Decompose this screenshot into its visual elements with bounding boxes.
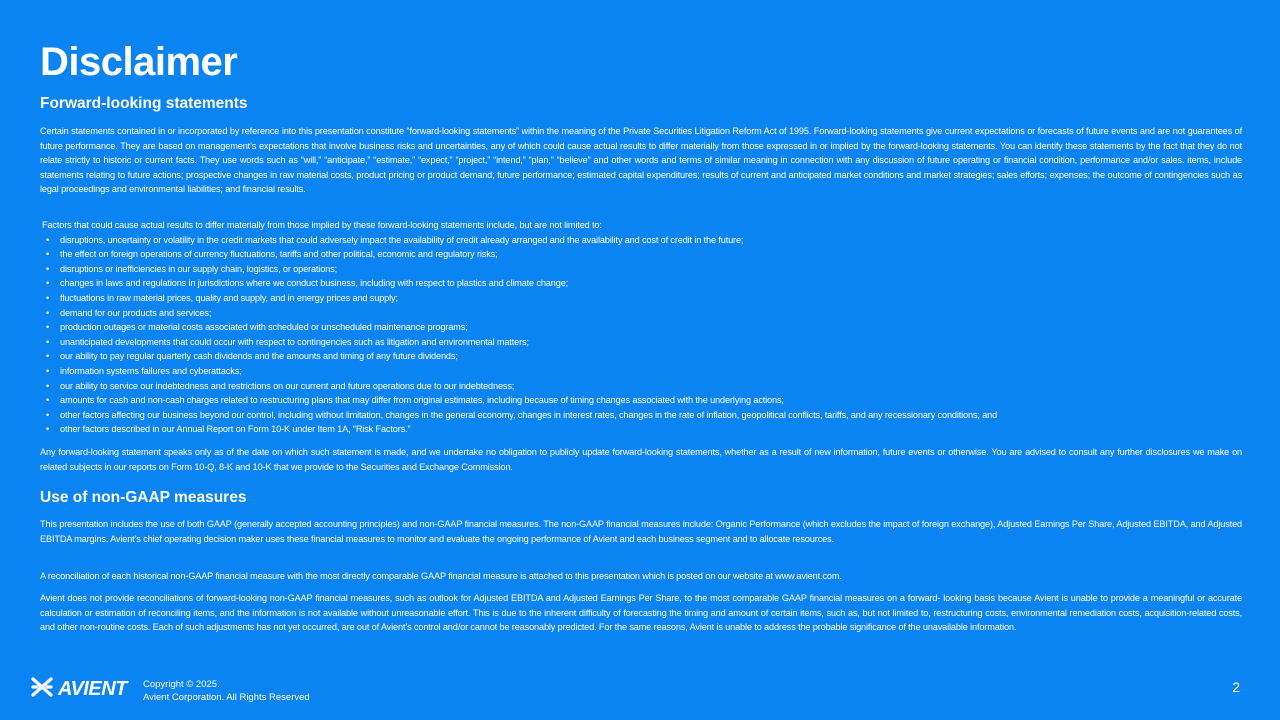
logo-wordmark: AVIENT xyxy=(58,678,127,700)
list-item: • amounts for cash and non-cash charges related to restructuring plans that may differ from original estimates, including because of timing changes associated with the underlying actions; xyxy=(42,393,1242,408)
avient-mark-icon xyxy=(30,676,54,703)
avient-logo xyxy=(30,676,127,703)
forward-looking-intro: Certain statements contained in or incorporated by reference into this presentation constitute “forward-looking statements” within the meaning of the Private Securities Litigation Reform Act of 1995. Forward-looking statements give current expectations or forecasts of future events and are not guarantees of future performance. They are based on management’s expectations that involve business risks and uncertainties, any of which could cause actual results to differ materially from those expressed in or implied by the forward-looking statements. You can identify these statements by the fact that they do not relate strictly to historic or current facts. They use words such as “will,” “anticipate,” “estimate,” “expect,” “project,” “intend,” “plan,” “believe” and other words and terms of similar meaning in connection with any discussion of future operating or financial condition, performance and/or sales. items, include statements relating to future actions; prospective changes in raw material costs, product pricing or product demand; future performance; estimated capital expenditures; results of current and anticipated market conditions and market strategies; sales efforts; expenses; the outcome of contingencies such as legal proceedings and environmental liabilities; and financial results. xyxy=(40,126,1242,194)
factors-list xyxy=(42,233,1242,437)
list-item: • our ability to pay regular quarterly cash dividends and the amounts and timing of any future dividends; xyxy=(42,349,1242,364)
list-item: • other factors affecting our business beyond our control, including without limitation, changes in the general economy, changes in interest rates, changes in the rate of inflation, geopolitical conflicts, tariffs, and any recessionary conditions; and xyxy=(42,408,1242,423)
list-item: • other factors described in our Annual Report on Form 10-K under Item 1A, “Risk Factors.” xyxy=(42,422,1242,437)
factors-intro: Factors that could cause actual results to differ materially from those implied by these forward-looking statements include, but are not limited to: xyxy=(42,220,602,230)
list-item: • disruptions or inefficiencies in our supply chain, logistics, or operations; xyxy=(42,262,1242,277)
non-gaap-paragraph-2: A reconciliation of each historical non-GAAP financial measure with the most directly comparable GAAP financial measure is attached to this presentation which is posted on our website at www.avient.com. xyxy=(40,571,842,581)
list-item: • production outages or material costs associated with scheduled or unscheduled maintenance programs; xyxy=(42,320,1242,335)
copyright-notice xyxy=(143,678,310,704)
list-item: • disruptions, uncertainty or volatility in the credit markets that could adversely impact the availability of credit already arranged and the availability and cost of credit in the future; xyxy=(42,233,1242,248)
factors-block xyxy=(42,218,1242,437)
list-item: • fluctuations in raw material prices, quality and supply, and in energy prices and supply; xyxy=(42,291,1242,306)
page-title: Disclaimer xyxy=(40,40,238,84)
non-gaap-heading: Use of non-GAAP measures xyxy=(40,489,247,506)
page-number: 2 xyxy=(1232,679,1240,695)
copyright-line-1: Copyright © 2025. xyxy=(143,679,220,690)
forward-looking-heading: Forward-looking statements xyxy=(40,95,248,112)
list-item: • demand for our products and services; xyxy=(42,306,1242,321)
list-item: • changes in laws and regulations in jurisdictions where we conduct business, including with respect to plastics and climate change; xyxy=(42,276,1242,291)
copyright-line-2: Avient Corporation. All Rights Reserved xyxy=(143,692,310,703)
non-gaap-paragraph-3: Avient does not provide reconciliations of forward-looking non-GAAP financial measures, such as outlook for Adjusted EBITDA and Adjusted Earnings Per Share, to the most comparable GAAP financial measures on a forward- looking basis because Avient is unable to provide a meaningful or accurate calculation or estimation of reconciling items, and the information is not available without unreasonable effort. This is due to the inherent difficulty of forecasting the timing and amount of certain items, such as, but not limited to, restructuring costs, environmental remediation costs, acquisition-related costs, and other non-routine costs. Each of such adjustments has not yet occurred, are out of Avient’s control and/or cannot be reasonably predicted. For the same reasons, Avient is unable to address the probable significance of the unavailable information. xyxy=(40,593,1242,632)
list-item: • the effect on foreign operations of currency fluctuations, tariffs and other political, economic and regulatory risks; xyxy=(42,247,1242,262)
list-item: • our ability to service our indebtedness and restrictions on our current and future operations due to our indebtedness; xyxy=(42,379,1242,394)
non-gaap-paragraph-1: This presentation includes the use of both GAAP (generally accepted accounting principles) and non-GAAP financial measures. The non-GAAP financial measures include: Organic Performance (which excludes the impact of foreign exchange), Adjusted Earnings Per Share, Adjusted EBITDA, and Adjusted EBITDA margins. Avient’s chief operating decision maker uses these financial measures to monitor and evaluate the ongoing performance of Avient and each business segment and to allocate resources. xyxy=(40,519,1242,544)
list-item: • information systems failures and cyberattacks; xyxy=(42,364,1242,379)
forward-looking-closing: Any forward-looking statement speaks only as of the date on which such statement is made, and we undertake no obligation to publicly update forward-looking statements, whether as a result of new information, future events or otherwise. You are advised to consult any further disclosures we make on related subjects in our reports on Form 10-Q, 8-K and 10-K that we provide to the Securities and Exchange Commission. xyxy=(40,447,1242,472)
list-item: • unanticipated developments that could occur with respect to contingencies such as litigation and environmental matters; xyxy=(42,335,1242,350)
